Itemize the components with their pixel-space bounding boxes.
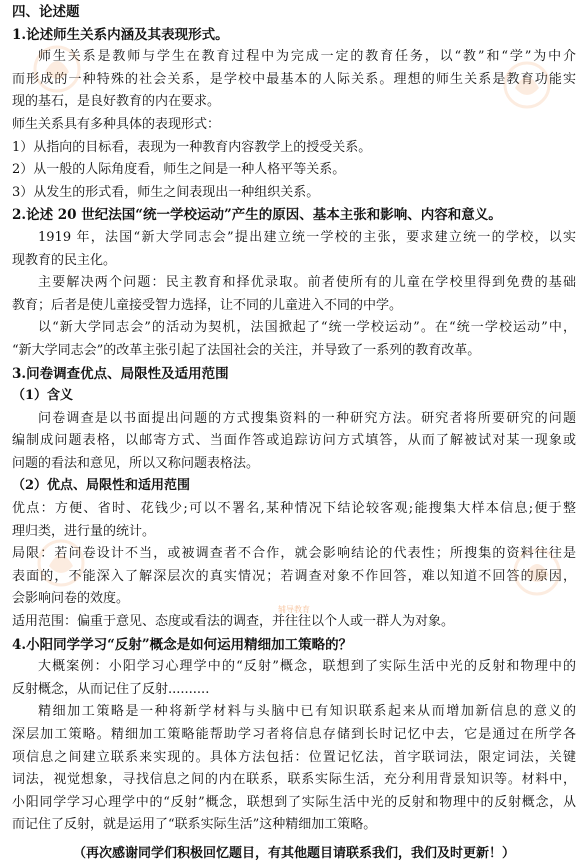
q3-paragraph-line: 编制成问题表格，以邮寄方式、当面作答或追踪访问方式填答，从而了解被试对某一现象或 <box>12 433 576 449</box>
q2-paragraph-line: “新大学同志会”的改革主张引起了法国社会的关注，并导致了一系列的教育改革。 <box>12 342 481 358</box>
q4-paragraph-line: 小阳同学学习心理学中的“反射”概念，联想到了实际生活中光的反射和物理中的反射概念，从 <box>12 794 576 810</box>
watermark-logo <box>34 536 88 590</box>
q1-paragraph-line: 师生关系是教师与学生在教育过程中为完成一定的教育任务，以“教”和“学”为中介 <box>38 49 576 65</box>
q1-paragraph-line: 现的基石，是良好教育的内在要求。 <box>12 94 221 110</box>
q1-list-item: 1）从指向的目标看，表现为一种教育内容教学上的授受关系。 <box>12 139 372 155</box>
q2-paragraph-line: 以“新大学同志会”的活动为契机，法国掀起了“统一学校运动”。在“统一学校运动”中， <box>38 320 576 336</box>
q1-paragraph-line: 而形成的一种特殊的社会关系，是学校中最基本的人际关系。理想的师生关系是教育功能实 <box>12 71 576 87</box>
q1-list-item: 2）从一般的人际角度看，师生之间是一种人格平等关系。 <box>12 162 346 178</box>
watermark-logo <box>30 42 84 96</box>
q4-paragraph-line: 项信息之间建立联系来实现的。具体方法包括：位置记忆法，首字联词法，限定词法，关键 <box>12 749 576 765</box>
question-2-title: 2.论述 20 世纪法国“统一学校运动”产生的原因、基本主张和影响、内容和意义。 <box>12 207 502 224</box>
footer-note: （再次感谢同学们积极回忆题目，有其他题目请联系我们，我们及时更新！） <box>72 845 515 861</box>
section-title: 四、论述题 <box>12 4 80 20</box>
question-1-title: 1.论述师生关系内涵及其表现形式。 <box>12 26 229 43</box>
q4-paragraph-line: 精细加工策略是一种将新学材料与头脑中已有知识联系起来从而增加新信息的意义的 <box>38 704 576 720</box>
q3-subheading: （1）含义 <box>12 388 74 404</box>
q1-list-item: 3）从发生的形式看，师生之间表现出一种组织关系。 <box>12 184 320 200</box>
watermark-logo <box>500 58 554 112</box>
watermark-text: 辅导教育 <box>278 605 310 614</box>
q2-paragraph-line: 教育；后者是使儿童接受智力选择，让不同的儿童进入不同的中学。 <box>12 297 403 313</box>
q1-forms-intro: 师生关系具有多种具体的表现形式： <box>12 116 221 132</box>
q4-case-line: 反射概念，从而记住了反射.......... <box>12 681 210 697</box>
q4-paragraph-line: 深层加工策略。精细加工策略能帮助学习者将信息存储到长时记忆中去，它是通过在所学各 <box>12 727 576 742</box>
q4-paragraph-line: 词法，视觉想象，寻找信息之间的内在联系，联系实际生活，充分利用背景知识等。材料中， <box>12 772 576 788</box>
q3-subheading: （2）优点、局限性和适用范围 <box>12 478 191 494</box>
q3-limitations-line: 会影响问卷的效度。 <box>12 591 130 607</box>
q3-advantages-line: 理归类，进行量的统计。 <box>12 523 156 539</box>
q2-paragraph-line: 现教育的民主化。 <box>12 252 117 268</box>
q3-limitations-line: 局限：若问卷设计不当，或被调查者不合作，就会影响结论的代表性；所搜集的资料往往是 <box>12 546 576 562</box>
q4-case-line: 大概案例：小阳学习心理学中的“反射”概念，联想到了实际生活中光的反射和物理中的 <box>38 659 576 675</box>
q3-limitations-line: 表面的，不能深入了解深层次的真实情况；若调查对象不作回答，难以知道不回答的原因， <box>12 568 576 584</box>
q2-paragraph-line: 1919 年，法国“新大学同志会”提出建立统一学校的主张，要求建立统一的学校，以实 <box>38 229 576 245</box>
q3-scope-line: 适用范围：偏重于意见、态度或看法的调查，并往往以个人或一群人为对象。 <box>12 614 455 630</box>
q3-paragraph-line: 问卷调查是以书面提出问题的方式搜集资料的一种研究方法。研究者将所要研究的问题 <box>38 410 576 426</box>
q3-advantages-line: 优点：方便、省时、花钱少;可以不署名,某种情况下结论较客观;能搜集大样本信息;便于整 <box>12 501 576 517</box>
watermark-logo <box>510 545 564 599</box>
q3-paragraph-line: 问题的看法和意见，所以又称问题表格法。 <box>12 455 260 471</box>
question-3-title: 3.问卷调查优点、局限性及适用范围 <box>12 365 229 382</box>
q4-paragraph-line: 而记住了反射，就是运用了“联系实际生活”这种精细加工策略。 <box>12 817 377 833</box>
q2-paragraph-line: 主要解决两个问题：民主教育和择优录取。前者使所有的儿童在学校里得到免费的基础 <box>38 275 576 291</box>
question-4-title: 4.小阳同学学习“反射”概念是如何运用精细加工策略的？ <box>12 636 353 653</box>
